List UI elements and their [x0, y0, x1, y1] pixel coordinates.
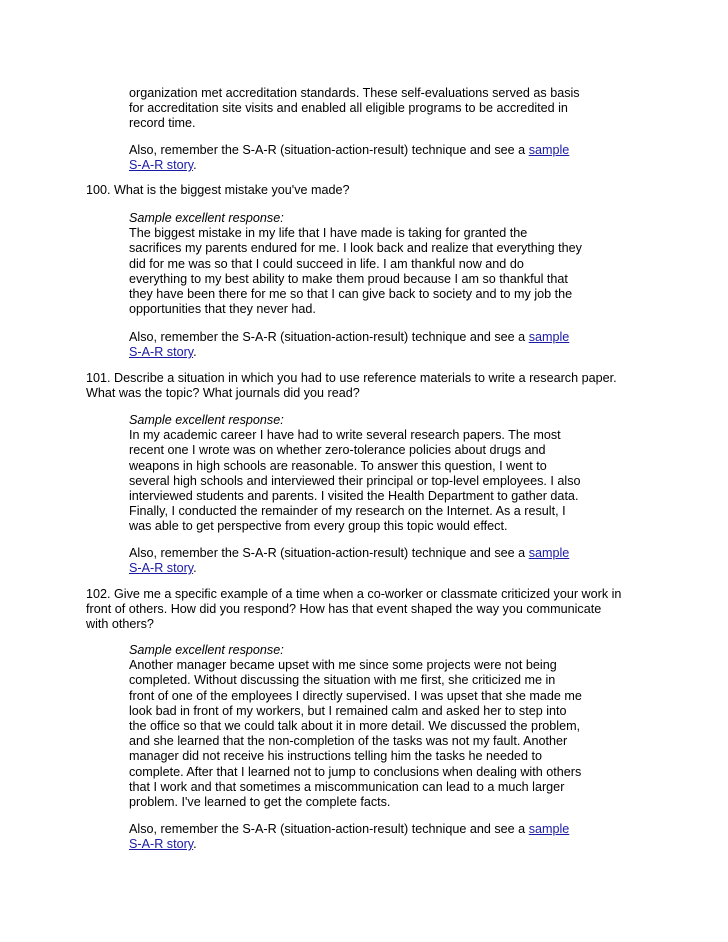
question-line: with others?: [86, 617, 154, 632]
sample-response-label: Sample excellent response:: [129, 643, 284, 657]
intro-paragraph: [129, 86, 629, 132]
sar-reminder: [129, 143, 629, 173]
answer-line: everything to my best ability to make them proud because I am so thankful that: [129, 271, 568, 286]
answer-line: complete. After that I learned not to jump to conclusions when dealing with others: [129, 764, 582, 779]
question-line: 101. Describe a situation in which you had to use reference materials to write a research paper.: [86, 371, 617, 385]
sar-reminder: [129, 546, 629, 576]
intro-line: organization met accreditation standards. These self-evaluations served as basis: [129, 86, 580, 100]
sar-story-link[interactable]: S-A-R story: [129, 561, 194, 576]
answer-line: was able to get perspective from every group this topic would effect.: [129, 519, 508, 534]
answer-line: problem. I've learned to get the complete facts.: [129, 795, 391, 810]
sar-story-link[interactable]: S-A-R story: [129, 837, 194, 852]
answer-line: they have been there for me so that I can give back to society and to my job the: [129, 287, 573, 302]
answer-line: look bad in front of my workers, but I remained calm and asked her to step into: [129, 703, 567, 718]
question-101: [86, 371, 661, 401]
answer-line: that I work and that sometimes a miscommunication can lead to a much larger: [129, 779, 565, 794]
sample-link[interactable]: sample: [528, 822, 570, 836]
sample-response-label: Sample excellent response:: [129, 413, 284, 427]
answer-100: [129, 211, 629, 317]
question-line: front of others. How did you respond? How has that event shaped the way you communicate: [86, 602, 602, 617]
answer-line: the office so that we could talk about it in more detail. We discussed the problem,: [129, 719, 581, 734]
answer-line: Finally, I conducted the remainder of my research on the Internet. As a result, I: [129, 504, 566, 519]
sar-story-link[interactable]: S-A-R story: [129, 345, 194, 360]
question-102: [86, 587, 661, 633]
sar-reminder: [129, 330, 629, 360]
question-line: 102. Give me a specific example of a time when a co-worker or classmate criticized your work in: [86, 587, 622, 601]
answer-line: did for me was so that I could succeed in life. I am thankful now and do: [129, 256, 524, 271]
answer-line: interviewed students and parents. I visited the Health Department to gather data.: [129, 489, 579, 504]
sar-period: .: [193, 837, 197, 852]
intro-line: for accreditation site visits and enabled all eligible programs to be accredited in: [129, 101, 568, 116]
sar-reminder-text: Also, remember the S-A-R (situation-action-result) technique and see a: [129, 546, 529, 560]
sar-period: .: [193, 345, 197, 360]
answer-line: several high schools and interviewed their principal or top-level employees. I also: [129, 473, 581, 488]
sar-reminder: [129, 822, 629, 852]
sar-reminder-text: Also, remember the S-A-R (situation-action-result) technique and see a: [129, 822, 529, 836]
sample-response-label: Sample excellent response:: [129, 211, 284, 225]
answer-line: weapons in high schools are reasonable. To answer this question, I went to: [129, 458, 547, 473]
answer-line: In my academic career I have had to write several research papers. The most: [129, 428, 561, 443]
sar-reminder-text: Also, remember the S-A-R (situation-action-result) technique and see a: [129, 143, 529, 157]
sar-period: .: [193, 158, 197, 173]
sar-story-link[interactable]: S-A-R story: [129, 158, 194, 173]
sar-period: .: [193, 561, 197, 576]
sample-link[interactable]: sample: [528, 143, 570, 157]
answer-line: and she learned that the non-completion of the tasks was not my fault. Another: [129, 734, 568, 749]
answer-line: completed. Without discussing the situation with me first, she criticized me in: [129, 673, 556, 688]
answer-line: recent one I wrote was on whether zero-tolerance policies about drugs and: [129, 443, 546, 458]
answer-line: The biggest mistake in my life that I have made is taking for granted the: [129, 226, 528, 241]
question-line: What was the topic? What journals did you read?: [86, 386, 360, 401]
answer-101: [129, 413, 629, 535]
answer-line: opportunities that they never had.: [129, 302, 316, 317]
answer-line: front of one of the employees I directly supervised. I was upset that she made me: [129, 688, 582, 703]
answer-line: manager did not receive his instructions telling him the tasks he needed to: [129, 749, 543, 764]
question-line: 100. What is the biggest mistake you've made?: [86, 183, 350, 197]
question-100: [86, 183, 661, 198]
answer-line: sacrifices my parents endured for me. I look back and realize that everything they: [129, 241, 582, 256]
answer-line: Another manager became upset with me since some projects were not being: [129, 658, 557, 673]
intro-line: record time.: [129, 116, 196, 131]
sar-reminder-text: Also, remember the S-A-R (situation-action-result) technique and see a: [129, 330, 529, 344]
answer-102: [129, 643, 629, 810]
sample-link[interactable]: sample: [528, 546, 570, 560]
sample-link[interactable]: sample: [528, 330, 570, 344]
